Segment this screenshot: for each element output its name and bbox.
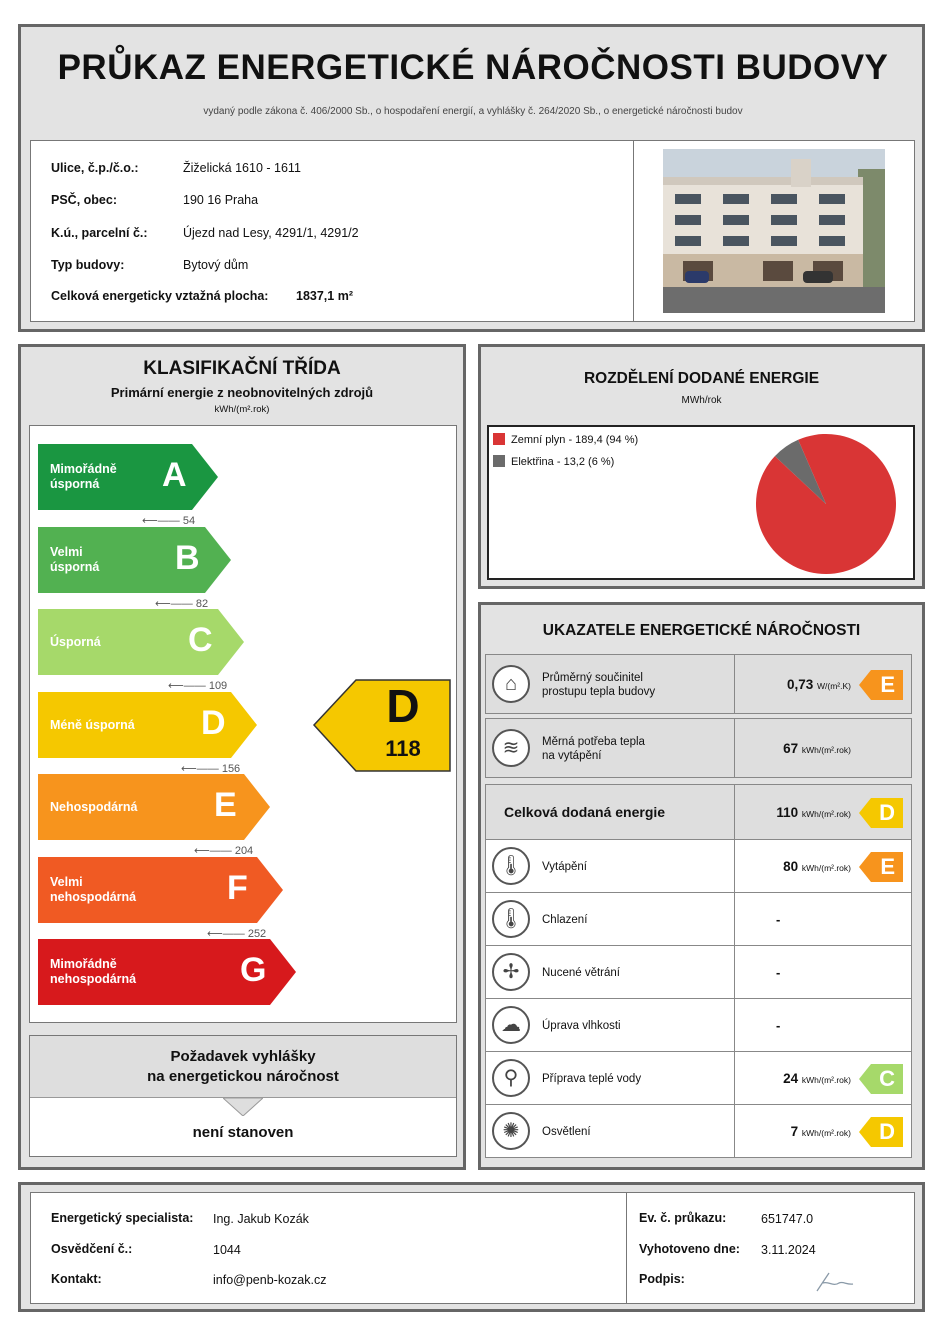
indicator-value [783,741,851,756]
indicator-number: 80 [783,858,802,874]
class-threshold: ⟵—— 252 [207,927,267,940]
class-letter: E [214,786,237,824]
ku-value: Újezd nad Lesy, 4291/1, 4291/2 [183,226,359,240]
street-label: Ulice, č.p./č.o.: [51,161,139,175]
indicator-number: 67 [783,740,802,756]
indicator-label [542,860,587,874]
classification-unit: kWh/(m².rok) [214,404,270,415]
class-name-line-1: Úsporná [50,635,101,649]
building-info-box [30,140,915,322]
badge-letter: C [879,1066,895,1091]
class-name-line-1: Mimořádně [50,462,117,476]
evc-value: 651747.0 [761,1212,814,1226]
psc-value: 190 16 Praha [183,193,259,207]
cert-value: 1044 [213,1243,241,1257]
indicator-row [485,654,912,714]
page-subtitle: vydaný podle zákona č. 406/2000 Sb., o hospodaření energií, a vyhlášky č. 264/2020 Sb., o energetické náročnosti budov [203,106,743,117]
indicator-divider [734,655,735,713]
indicator-divider [734,1052,735,1104]
class-name [50,957,136,987]
indicator-label [542,1019,621,1033]
footer-divider [626,1193,627,1303]
indicator-label-line-2: na vytápění [542,750,602,762]
indicator-label-line-1: Chlazení [542,914,588,926]
indicator-label [542,735,645,763]
indicator-label [542,966,620,980]
thermometer-minus-icon: 🌡 [492,900,530,938]
indicator-divider [734,999,735,1051]
fan-icon: ✢ [492,953,530,991]
indicator-label-line-1: Příprava teplé vody [542,1073,642,1085]
class-bar-a [38,444,220,510]
indicators-title: UKAZATELE ENERGETICKÉ NÁROČNOSTI [542,622,861,639]
indicator-divider [734,719,735,777]
class-bar-c [38,609,246,675]
indicator-row [485,718,912,778]
indicator-class-badge [859,670,903,700]
indicator-label [504,805,665,819]
contact-label: Kontakt: [51,1272,102,1286]
type-label: Typ budovy: [51,258,125,272]
indicator-divider [734,840,735,892]
class-bar-g [38,939,298,1005]
legend-item [493,433,638,446]
indicator-unit: kWh/(m².rok) [801,1074,851,1085]
class-letter: G [240,951,267,989]
class-name-line-1: Velmi [50,874,83,889]
class-threshold: ⟵—— 109 [168,680,228,692]
classification-title: KLASIFIKAČNÍ TŘÍDA [143,358,341,379]
specialist-label: Energetický specialista: [51,1211,194,1225]
class-threshold: ⟵—— 82 [155,597,209,610]
requirement-value: není stanoven [192,1124,294,1141]
street-value: Žiželická 1610 - 1611 [183,161,301,175]
legend-item [493,455,614,468]
requirement-box [29,1035,457,1157]
class-letter: F [227,868,248,907]
bulb-icon: ✺ [492,1112,530,1150]
signature [809,1267,859,1297]
class-bar-d [38,692,259,758]
pie-chart-box [487,425,915,580]
legend-swatch [493,455,505,467]
indicator-label-line-1: Průměrný součinitel [542,672,643,684]
class-name [50,545,99,575]
indicator-row: ☁ Úprava vlhkosti - [485,998,912,1052]
indicator-unit: kWh/(m².rok) [801,1127,851,1138]
indicator-row: ✢ Nucené větrání - [485,945,912,999]
indicator-divider [734,946,735,998]
result-letter: D [386,680,420,732]
area-label: Celková energeticky vztažná plocha: [51,289,269,303]
legend-label: Elektřina - 13,2 (6 %) [511,456,615,468]
thermometer-plus-icon: 🌡 [492,847,530,885]
indicator-class-badge [859,798,903,828]
psc-label: PSČ, obec: [51,193,117,207]
indicator-divider [734,785,735,839]
requirement-header [30,1036,456,1098]
indicator-class-badge [859,852,903,882]
indicator-row: 🌡 Chlazení - [485,892,912,946]
indicator-label-line-1: Vytápění [542,861,587,873]
indicator-value [776,805,851,820]
indicator-label-line-1: Celková dodaná energie [504,803,666,820]
indicator-label-line-1: Osvětlení [542,1126,591,1138]
indicator-number: 7 [790,1123,802,1139]
faucet-icon: ⚲ [492,1059,530,1097]
indicator-value [791,1124,851,1139]
info-divider [633,141,634,321]
indicator-number: 0,73 [786,676,817,692]
indicator-value [787,677,851,692]
badge-letter: E [880,854,895,879]
indicator-label [542,913,587,927]
indicator-class-badge [859,1117,903,1147]
indicator-row [485,839,912,893]
type-value: Bytový dům [183,258,249,272]
requirement-pointer [223,1098,263,1116]
class-name-line-2: nehospodárná [50,889,137,904]
indicator-unit: W/(m².K) [817,680,851,691]
distribution-title: ROZDĚLENÍ DODANÉ ENERGIE [583,370,820,387]
class-name-line-2: úsporná [50,559,100,574]
class-letter: D [201,703,226,742]
radiator-icon: ≋ [492,729,530,767]
class-letter: C [188,621,213,659]
indicator-label-line-1: Měrná potřeba tepla [542,736,645,748]
class-name-line-1: Mimořádně [50,957,117,971]
class-name [50,875,136,905]
building-photo [663,149,885,313]
indicator-class-badge [859,1064,903,1094]
indicator-number: 110 [776,804,802,820]
footer-box [30,1192,915,1304]
indicator-divider [734,893,735,945]
class-letter: B [175,538,200,577]
result-value: 118 [385,736,421,761]
contact-value[interactable]: info@penb-kozak.cz [213,1273,327,1287]
distribution-unit: MWh/rok [681,395,722,406]
indicator-row [485,1104,912,1158]
indicators-table [478,602,925,1170]
badge-letter: E [880,672,895,697]
badge-letter: D [879,1119,895,1144]
date-value: 3.11.2024 [761,1243,816,1257]
evc-label: Ev. č. průkazu: [639,1211,727,1225]
result-indicator [312,678,452,773]
indicator-label [542,671,655,699]
class-name-line-2: úsporná [50,477,100,491]
house-icon: ⌂ [492,665,530,703]
requirement-title-1: Požadavek vyhlášky [170,1048,316,1065]
indicator-label [542,1125,591,1139]
class-threshold: ⟵—— 156 [181,762,241,775]
indicator-divider [734,1105,735,1157]
badge-letter: D [879,800,895,825]
indicator-label-line-1: Úprava vlhkosti [542,1020,621,1032]
area-value: 1837,1 m² [296,289,353,303]
indicator-label [542,1072,641,1086]
classification-subtitle: Primární energie z neobnovitelných zdrojů [110,385,374,400]
requirement-title-2: na energetickou náročnost [147,1068,339,1085]
indicator-row [485,1051,912,1105]
indicator-label-line-2: prostupu tepla budovy [542,686,656,698]
class-threshold: ⟵—— 54 [142,515,196,527]
class-name-line-2: nehospodárná [50,972,137,986]
indicator-number: 24 [783,1070,802,1086]
indicator-unit: kWh/(m².rok) [801,862,851,873]
class-name-line-1: Méně úsporná [50,717,135,732]
date-label: Vyhotoveno dne: [639,1242,740,1256]
cert-label: Osvědčení č.: [51,1242,133,1256]
class-name [50,462,117,492]
class-name [50,635,101,650]
class-name [50,718,135,733]
indicator-row [485,784,912,840]
legend-swatch [493,433,505,445]
class-scale-box [29,425,457,1023]
page-title: PRŮKAZ ENERGETICKÉ NÁROČNOSTI BUDOVY [57,48,889,87]
class-letter: A [162,456,187,494]
indicator-label-line-1: Nucené větrání [542,967,620,979]
indicator-value [783,859,851,874]
class-bar-f [38,857,285,923]
indicator-value [783,1071,851,1086]
class-threshold: ⟵—— 204 [194,845,254,857]
ku-label: K.ú., parcelní č.: [51,226,148,240]
indicator-unit: kWh/(m².rok) [801,808,851,819]
indicator-unit: kWh/(m².rok) [801,744,851,755]
class-name [50,800,138,815]
class-name-line-1: Nehospodárná [50,800,138,814]
legend-label: Zemní plyn - 189,4 (94 %) [511,434,639,446]
pie-chart [751,429,901,579]
specialist-value: Ing. Jakub Kozák [213,1212,309,1226]
class-bar-e [38,774,272,840]
class-name-line-1: Velmi [50,544,83,559]
humidity-icon: ☁ [492,1006,530,1044]
class-bar-b [38,527,233,593]
sign-label: Podpis: [639,1272,685,1286]
